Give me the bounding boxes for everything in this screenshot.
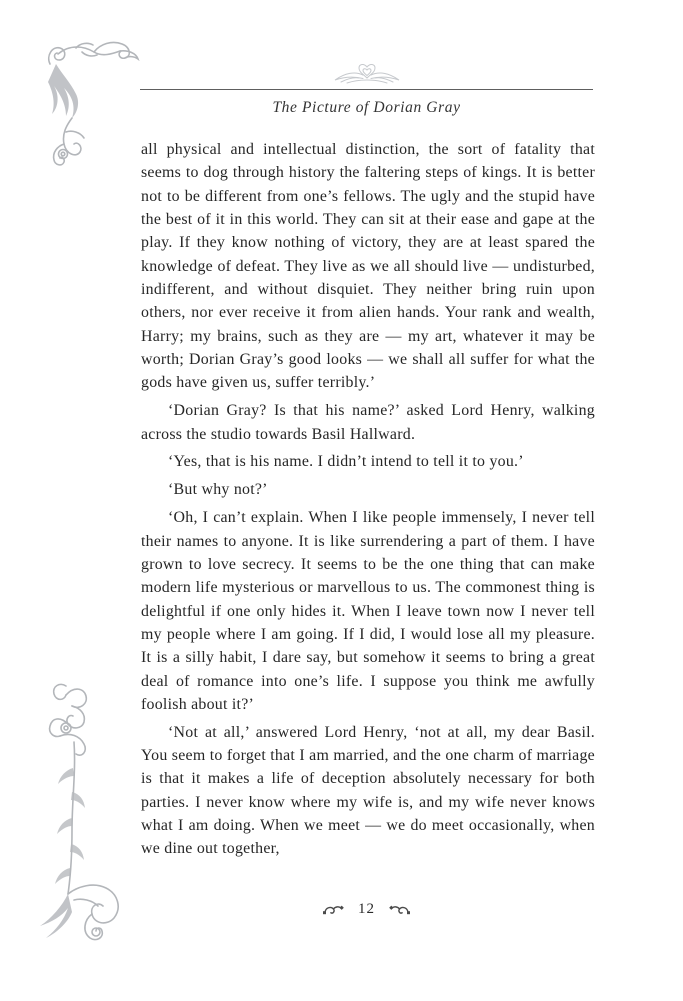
body-paragraph: ‘But why not?’ — [168, 481, 268, 499]
running-title: The Picture of Dorian Gray — [272, 99, 461, 116]
scroll-flourish-right-icon — [388, 904, 411, 916]
body-paragraph: ‘Dorian Gray? Is that his name?’ asked Lord Henry, walking across the studio towards Basil Hallward. — [141, 402, 595, 443]
body-paragraph: ‘Not at all,’ answered Lord Henry, ‘not at all, my dear Basil. You seem to forget that I am married, and the one charm of marriage is that it makes a life of deception absolutely necessary for both parties. I never know where my wife is, and my wife never knows what I am doing. When we meet — we do meet occasionally, when we dine out together, — [141, 723, 595, 858]
vine-stem-flourish-icon — [22, 680, 138, 952]
body-paragraph: ‘Oh, I can’t explain. When I like people immensely, I never tell their names to anyone. It is like surrendering a part of them. I have grown to love secrecy. It seems to be the one thing that can make modern life mysterious or marvellous to us. The commonest thing is delightful if one only hides it. When I leave town now I never tell my people where I am going. If I did, I would lose all my pleasure. It is a silly habit, I dare say, but somehow it seems to bring a great deal of romance into one’s life. I suppose you think me awfully foolish about it?’ — [141, 509, 595, 713]
header-rule — [140, 89, 593, 90]
scroll-flourish-left-icon — [322, 904, 345, 916]
winged-heart-crest-icon — [333, 61, 401, 90]
page-number: 12 — [358, 901, 375, 917]
body-text — [141, 138, 595, 861]
page-footer — [140, 901, 593, 918]
body-paragraph: all physical and intellectual distinction, the sort of fatality that seems to dog through history the faltering steps of kings. It is better not to be different from one’s fellows. The ugly and the stupid have the best of it in this world. They can sit at their ease and gape at the play. If they know nothing of victory, they are at least spared the knowledge of defeat. They live as we all should live — undisturbed, indifferent, and without disquiet. They neither bring ruin upon others, nor ever receive it from alien hands. Your rank and wealth, Harry; my brains, such as they are — my art, whatever it may be worth; Dorian Gray’s good looks — we shall all suffer for what the gods have given us, suffer terribly.’ — [141, 141, 595, 392]
body-paragraph: ‘Yes, that is his name. I didn’t intend to tell it to you.’ — [168, 453, 524, 471]
vine-corner-flourish-icon — [36, 34, 140, 170]
